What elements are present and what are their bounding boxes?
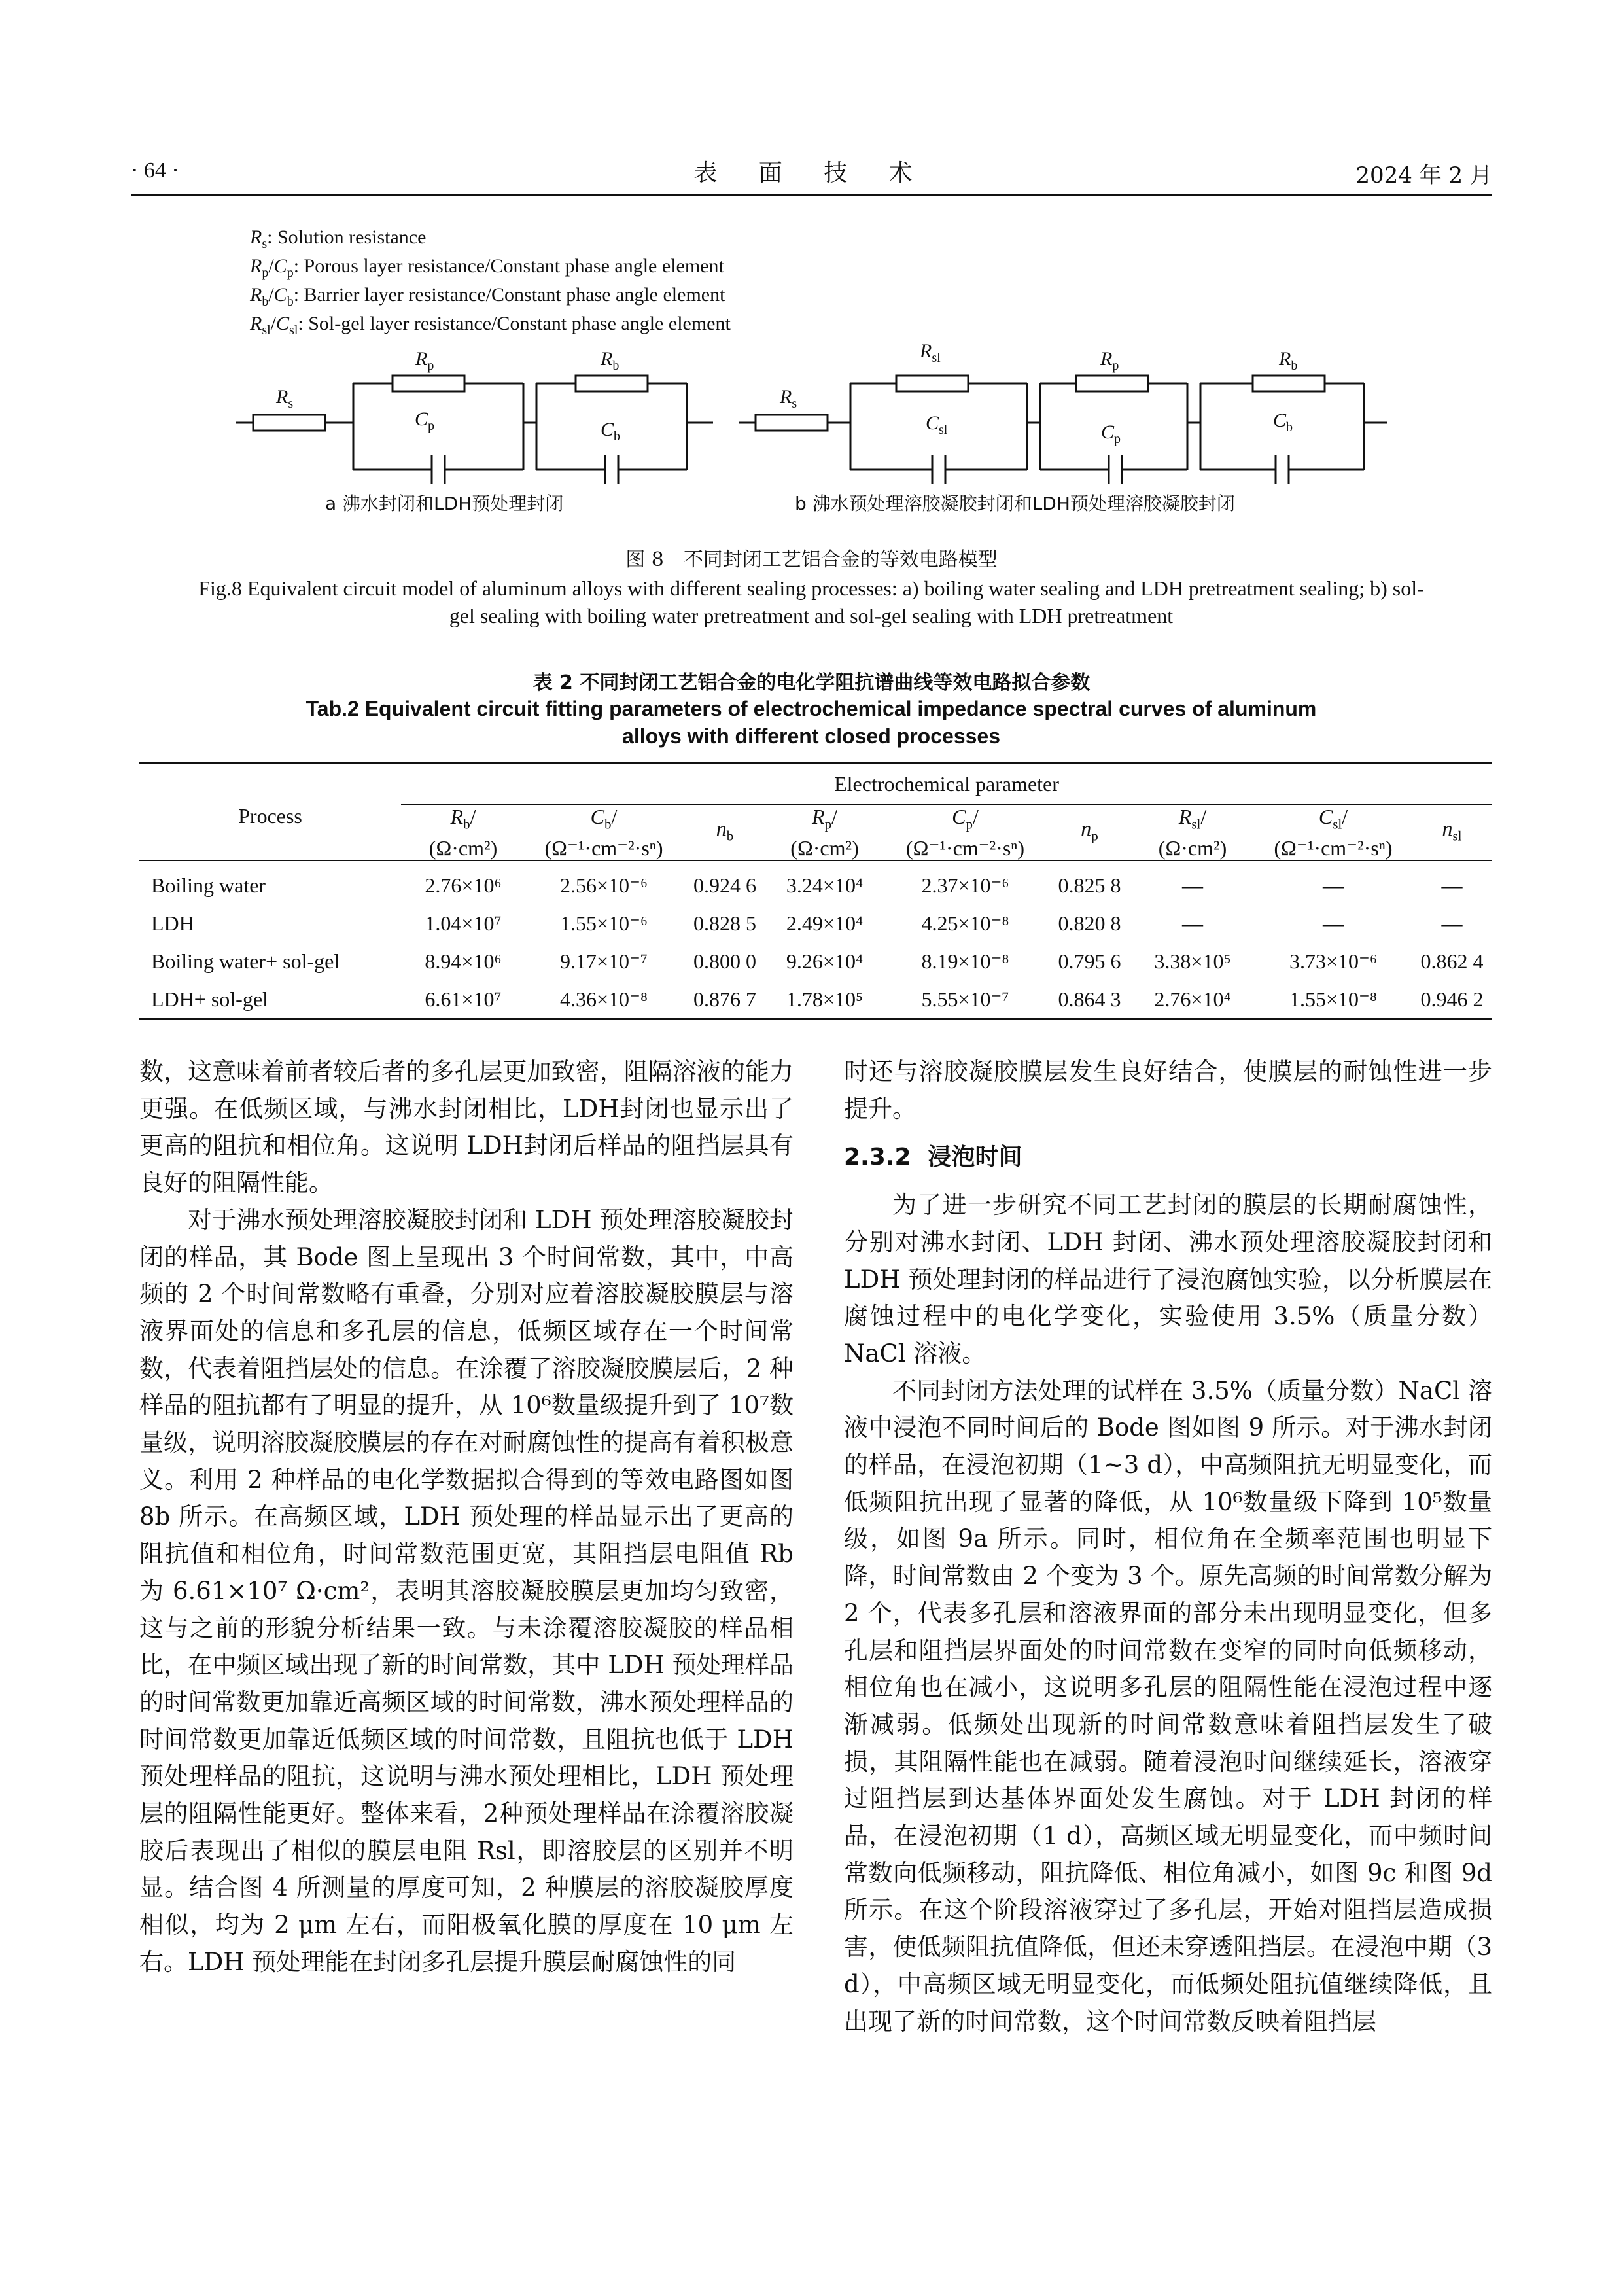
table-cell: 1.55×10⁻⁶ <box>559 911 648 935</box>
body-left-column <box>139 1053 794 1981</box>
table-cell: 8.94×10⁶ <box>425 949 502 973</box>
figure-legend <box>250 226 731 342</box>
legend-item: $R_{sl}/C_{sl}$: Sol-gel layer resistance/Constant phase angle element <box>250 313 731 338</box>
column-header: $C_b/$ (Ω⁻¹·cm⁻²·sⁿ) <box>525 804 682 860</box>
section-number: 2.3.2 <box>844 1144 911 1171</box>
column-header: $R_{sl}/$ (Ω·cm²) <box>1130 804 1255 860</box>
table-cell: — <box>1323 873 1344 897</box>
label-cb-b: $C_b$ <box>1273 410 1293 434</box>
table-cell: 2.76×10⁶ <box>425 873 502 897</box>
table-cell: 3.24×10⁴ <box>786 873 864 897</box>
table-cell: 0.862 4 <box>1420 949 1484 973</box>
page-number: · 64 · <box>131 158 179 183</box>
table-cell: — <box>1182 911 1203 935</box>
column-header: $n_{sl}$ <box>1412 804 1492 860</box>
label-rs-a: $R_s$ <box>276 386 294 411</box>
label-csl-b: $C_{sl}$ <box>926 412 948 437</box>
table-cell: 4.36×10⁻⁸ <box>525 980 682 1019</box>
table-cell: 2.37×10⁻⁶ <box>921 874 1009 897</box>
section-heading <box>844 1139 1492 1176</box>
column-header: $n_b$ <box>682 804 767 860</box>
label-rp-b: $R_p$ <box>1100 348 1119 373</box>
table-cell: 9.26×10⁴ <box>786 949 864 973</box>
label-rp-a: $R_p$ <box>415 348 434 373</box>
table-cell: 2.49×10⁴ <box>786 911 864 935</box>
table-cell: 0.825 8 <box>1058 873 1121 897</box>
figure-caption-cn <box>0 543 1623 572</box>
paragraph: 为了进一步研究不同工艺封闭的膜层的长期耐腐蚀性，分别对沸水封闭、LDH 封闭、沸水预处理溶胶凝胶封闭和 LDH 预处理封闭的样品进行了浸泡腐蚀实验，以分析膜层在腐蚀过程中的电化学变化，实验使用 3.5%（质量分数）NaCl 溶液。 <box>844 1191 1492 1368</box>
label-cp-b: $C_p$ <box>1101 421 1121 446</box>
table-cell: 0.864 3 <box>1049 980 1130 1019</box>
process-name: Boiling water+ sol-gel <box>151 949 340 973</box>
table-cell: 5.55×10⁻⁷ <box>882 980 1049 1019</box>
column-header: $R_p/$ (Ω·cm²) <box>767 804 882 860</box>
paragraph: 数，这意味着前者较后者的多孔层更加致密，阻隔溶液的能力更强。在低频区域，与沸水封闭相比，LDH封闭也显示出了更高的阻抗和相位角。这说明 LDH封闭后样品的阻挡层具有良好的阻隔性能。 <box>139 1057 794 1197</box>
process-name: LDH <box>151 911 194 935</box>
table-title-en: Tab.2 Equivalent circuit fitting parameters of electrochemical impedance spectral curves of aluminum alloys with different closed processes <box>305 697 1317 748</box>
table-cell: — <box>1182 873 1203 897</box>
circuit-diagrams <box>222 327 1400 484</box>
process-name: LDH+ sol-gel <box>139 980 401 1019</box>
table-row <box>139 942 1492 980</box>
column-header: $n_p$ <box>1049 804 1130 860</box>
label-rb-b: $R_b$ <box>1279 348 1298 373</box>
figure-caption-en: Fig.8 Equivalent circuit model of aluminum alloys with different sealing processes: a) boiling water sealing and LDH pretreatment sealing; b) sol-gel sealing with boiling water pretreatment and sol-gel sealing with LDH pretreatment <box>198 576 1424 627</box>
process-header: Process <box>139 764 401 861</box>
table-cell: — <box>1323 911 1344 935</box>
label-cb-a: $C_b$ <box>601 419 621 444</box>
issue-date: 2024 年 2 月 <box>1355 162 1492 188</box>
table-cell: 0.924 6 <box>693 873 756 897</box>
legend-item: $R_p/C_p$: Porous layer resistance/Constant phase angle element <box>250 255 724 280</box>
paragraph: 不同封闭方法处理的试样在 3.5%（质量分数）NaCl 溶液中浸泡不同时间后的 Bode 图如图 9 所示。对于沸水封闭的样品，在浸泡初期（1~3 d），中高频阻抗无明显变化，而低频阻抗出现了显著的降低，从 10⁶数量级下降到 10⁵数量级，如图 9a 所示。同时，相位角在全频率范围也明显下降，时间常数由 2 个变为 3 个。原先高频的时间常数分解为 2 个，代表多孔层和溶液界面的部分未出现明显变化，但多孔层和阻挡层界面处的时间常数在变窄的同时向低频移动，相位角也在减小，这说明多孔层的阻隔性能在浸泡过程中逐渐减弱。低频处出现新的时间常数意味着阻挡层发生了破损，其阻隔性能也在减弱。随着浸泡时间继续延长，溶液穿过阻挡层到达基体界面处发生腐蚀。对于 LDH 封闭的样品，在浸泡初期（1 d），高频区域无明显变化，而中频时间常数向低频移动，阻抗降低、相位角减小，如图 9c 和图 9d 所示。在这个阶段溶液穿过了多孔层，开始对阻挡层造成损害，使低频阻抗值降低，但还未穿透阻挡层。在浸泡中期（3 d），中高频区域无明显变化，而低频处阻抗值继续降低，且出现了新的时间常数，这个时间常数反映着阻挡层 <box>844 1376 1492 2036</box>
label-rs-b: $R_s$ <box>780 386 797 411</box>
table-cell: 0.795 6 <box>1058 949 1121 973</box>
body-right-column <box>844 1053 1492 2040</box>
table-cell: — <box>1441 911 1463 935</box>
legend-item: $R_s$: Solution resistance <box>250 226 427 251</box>
column-header: $R_b/$ (Ω·cm²) <box>401 804 525 860</box>
label-cp-a: $C_p$ <box>415 408 435 433</box>
table-cell: 4.25×10⁻⁸ <box>921 911 1009 935</box>
table-row <box>139 860 1492 904</box>
paragraph: 对于沸水预处理溶胶凝胶封闭和 LDH 预处理溶胶凝胶封闭的样品，其 Bode 图上呈现出 3 个时间常数，其中，中高频的 2 个时间常数略有重叠，分别对应着溶胶凝胶膜层与溶液界面处的信息和多孔层的信息，低频区域存在一个时间常数，代表着阻挡层处的信息。在涂覆了溶胶凝胶膜层后，2 种样品的阻抗都有了明显的提升，从 10⁶数量级提升到了 10⁷数量级，说明溶胶凝胶膜层的存在对耐腐蚀性的提高有着积极意义。利用 2 种样品的电化学数据拟合得到的等效电路图如图 8b 所示。在高频区域，LDH 预处理的样品显示出了更高的阻抗值和相位角，时间常数范围更宽，其阻挡层电阻值 Rb 为 6.61×10⁷ Ω·cm²，表明其溶胶凝胶膜层更加均匀致密，这与之前的形貌分析结果一致。与未涂覆溶胶凝胶的样品相比，在中频区域出现了新的时间常数，其中 LDH 预处理样品的时间常数更加靠近高频区域的时间常数，沸水预处理样品的时间常数更加靠近低频区域的时间常数，且阻抗也低于 LDH 预处理样品的阻抗，这说明与沸水预处理相比，LDH 预处理层的阻隔性能更好。整体来看，2种预处理样品在涂覆溶胶凝胶后表现出了相似的膜层电阻 Rsl，即溶胶层的区别并不明显。结合图 4 所测量的厚度可知，2 种膜层的溶胶凝胶厚度相似，均为 2 μm 左右，而阳极氧化膜的厚度在 10 μm 左右。LDH 预处理能在封闭多孔层提升膜层耐腐蚀性的同 <box>139 1205 794 1976</box>
label-rb-a: $R_b$ <box>601 348 620 373</box>
section-title: 浸泡时间 <box>928 1144 1022 1171</box>
circuit-b-label: b 沸水预处理溶胶凝胶封闭和LDH预处理溶胶凝胶封闭 <box>795 493 1235 514</box>
table-cell: 0.946 2 <box>1412 980 1492 1019</box>
table-cell: 2.56×10⁻⁶ <box>559 874 648 897</box>
figure-number: 图 8 <box>625 548 664 571</box>
table-row <box>139 980 1492 1019</box>
parameter-table <box>139 762 1492 1020</box>
table-cell: 6.61×10⁷ <box>401 980 525 1019</box>
table-cell: 1.78×10⁵ <box>767 980 882 1019</box>
table-cell: 2.76×10⁴ <box>1130 980 1255 1019</box>
table-cell: 8.19×10⁻⁸ <box>921 949 1009 973</box>
column-header: $C_{sl}/$ (Ω⁻¹·cm⁻²·sⁿ) <box>1255 804 1412 860</box>
legend-item: $R_b/C_b$: Barrier layer resistance/Constant phase angle element <box>250 284 725 309</box>
header-rule <box>131 194 1492 196</box>
table-cell: 1.04×10⁷ <box>425 911 502 935</box>
table-cell: 9.17×10⁻⁷ <box>559 949 648 973</box>
paragraph: 时还与溶胶凝胶膜层发生良好结合，使膜层的耐蚀性进一步提升。 <box>844 1057 1492 1123</box>
table-cell: 0.800 0 <box>693 949 756 973</box>
column-header: $C_p/$ (Ω⁻¹·cm⁻²·sⁿ) <box>882 804 1049 860</box>
table-cell: 0.820 8 <box>1058 911 1121 935</box>
circuit-a-label: a 沸水封闭和LDH预处理封闭 <box>325 493 564 514</box>
figure-title-cn: 不同封闭工艺铝合金的等效电路模型 <box>683 548 998 571</box>
process-name: Boiling water <box>151 873 266 897</box>
table-row <box>139 904 1492 942</box>
group-header: Electrochemical parameter <box>401 764 1492 805</box>
table-cell: 0.876 7 <box>682 980 767 1019</box>
table-cell: 3.38×10⁵ <box>1154 949 1231 973</box>
table-cell: 0.828 5 <box>693 911 756 935</box>
table-cell: — <box>1441 873 1463 897</box>
label-rsl-b: $R_{sl}$ <box>920 340 941 365</box>
journal-name: 表 面 技 术 <box>693 160 930 186</box>
table-cell: 3.73×10⁻⁶ <box>1289 949 1378 973</box>
table-cell: 1.55×10⁻⁸ <box>1255 980 1412 1019</box>
table-title-cn: 表 2 不同封闭工艺铝合金的电化学阻抗谱曲线等效电路拟合参数 <box>532 671 1091 694</box>
page-header <box>131 150 1492 190</box>
